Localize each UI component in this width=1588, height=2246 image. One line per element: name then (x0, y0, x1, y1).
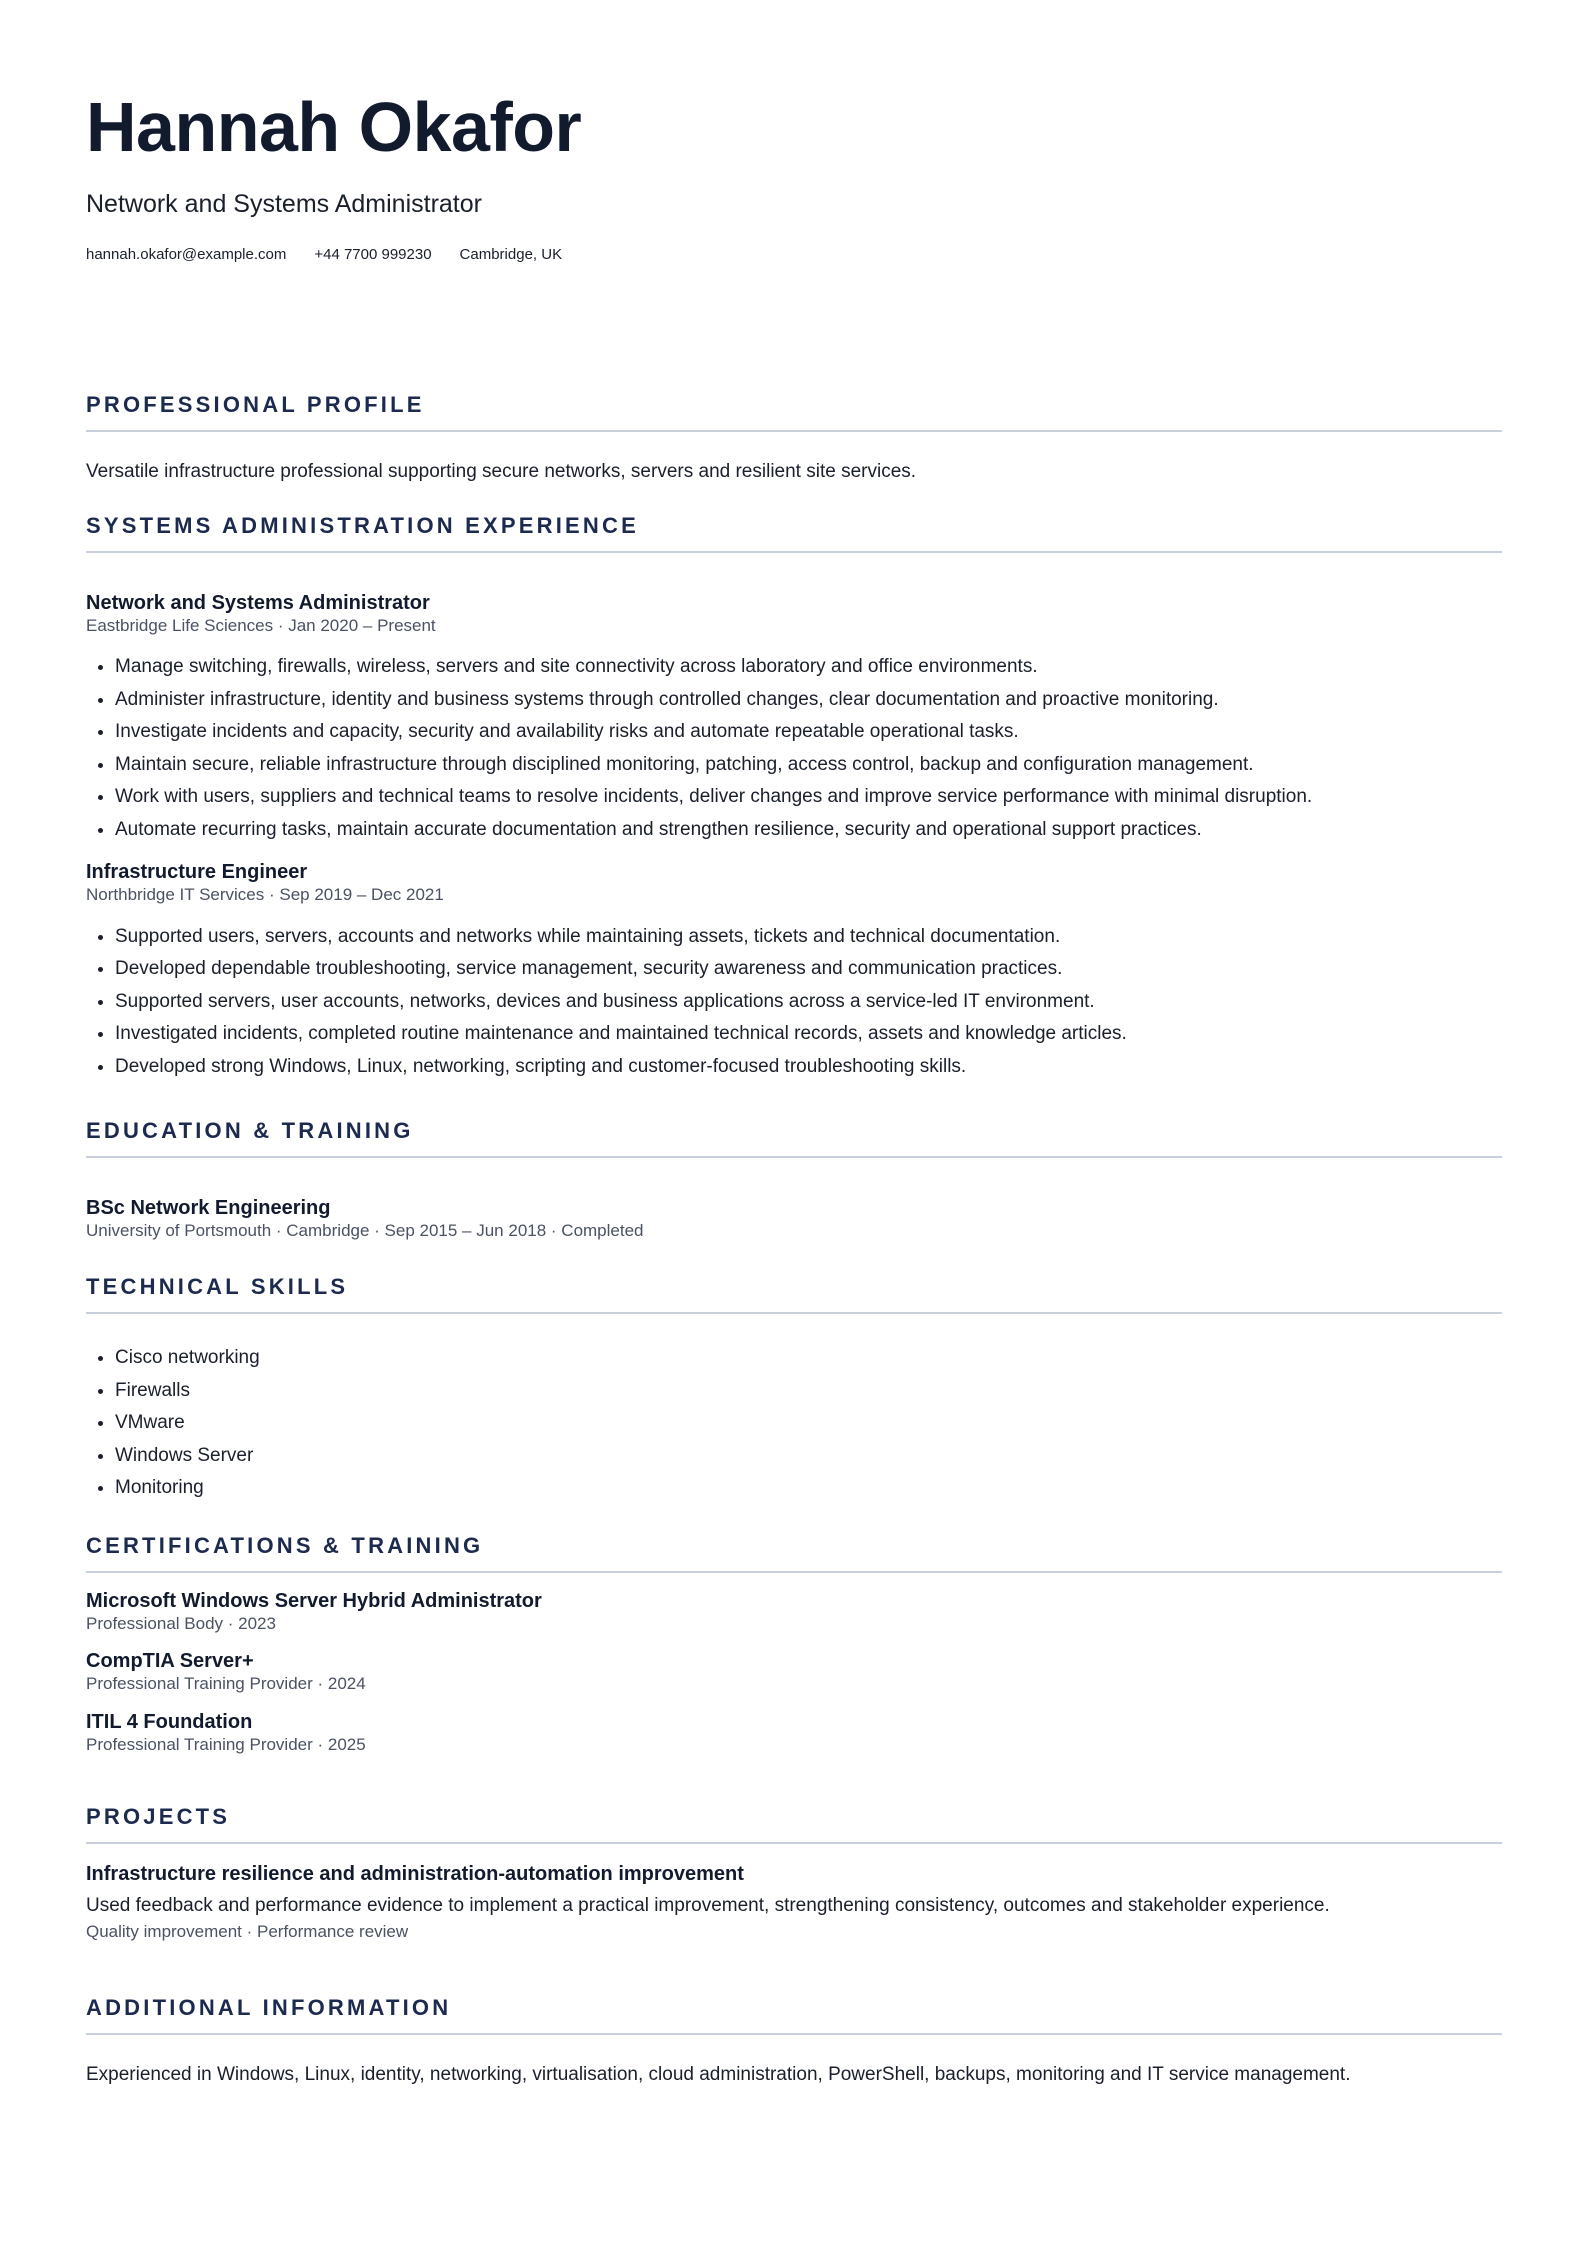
profile-text: Versatile infrastructure professional supporting secure networks, servers and resilient site services. (86, 461, 917, 483)
cert-name: Microsoft Windows Server Hybrid Administrator (86, 1590, 542, 1613)
skill-item: • Firewalls (115, 1375, 1502, 1408)
role-meta: Eastbridge Life Sciences · Jan 2020 – Present (86, 616, 436, 636)
profile-section (86, 392, 1502, 485)
role-meta: Northbridge IT Services · Sep 2019 – Dec 2021 (86, 885, 444, 905)
degree-meta: University of Portsmouth · Cambridge · Sep 2015 – Jun 2018 · Completed (86, 1221, 644, 1241)
degree-title: BSc Network Engineering (86, 1197, 331, 1220)
section-title-additional: ADDITIONAL INFORMATION (86, 1995, 1502, 2035)
role-entry (86, 860, 1502, 1083)
contact-phone[interactable]: +44 7700 999230 (314, 246, 432, 263)
role-title: Infrastructure Engineer (86, 861, 308, 884)
project-name: Infrastructure resilience and administration-automation improvement (86, 1863, 744, 1886)
cert-entry (86, 1710, 1502, 1756)
skill-item: • Windows Server (115, 1440, 1502, 1473)
additional-section (86, 1995, 1502, 2088)
projects-section (86, 1804, 1502, 1943)
list-item: • Supported users, servers, accounts and networks while maintaining assets, tickets and technical documentation. (115, 921, 1502, 954)
list-item: • Investigate incidents and capacity, security and availability risks and automate repeatable operational tasks. (115, 716, 1502, 749)
list-item: • Administer infrastructure, identity and business systems through controlled changes, clear documentation and proactive monitoring. (115, 684, 1502, 717)
education-entry (86, 1196, 1502, 1242)
cert-name: ITIL 4 Foundation (86, 1710, 253, 1733)
list-item: • Manage switching, firewalls, wireless, servers and site connectivity across laboratory and office environments. (115, 651, 1502, 684)
education-section (86, 1118, 1502, 1242)
skill-item: • Monitoring (115, 1472, 1502, 1505)
section-title-projects: PROJECTS (86, 1804, 1502, 1844)
list-item: • Automate recurring tasks, maintain accurate documentation and strengthen resilience, security and operational support practices. (115, 814, 1502, 847)
candidate-headline: Network and Systems Administrator (86, 190, 482, 218)
section-title-education: EDUCATION & TRAINING (86, 1118, 1502, 1158)
skills-section (86, 1274, 1502, 1505)
cert-meta: Professional Body · 2023 (86, 1614, 276, 1634)
list-item: • Investigated incidents, completed routine maintenance and maintained technical records, assets and knowledge articles. (115, 1018, 1502, 1051)
section-title-skills: TECHNICAL SKILLS (86, 1274, 1502, 1314)
experience-section (86, 513, 1502, 1083)
list-item: • Developed strong Windows, Linux, networking, scripting and customer-focused troubleshooting skills. (115, 1051, 1502, 1084)
candidate-name: Hannah Okafor (86, 88, 582, 166)
role-bullets (86, 651, 1502, 846)
skill-item: • Cisco networking (115, 1342, 1502, 1375)
list-item: • Supported servers, user accounts, networks, devices and business applications across a service-led IT environment. (115, 986, 1502, 1019)
cert-meta: Professional Training Provider · 2024 (86, 1674, 366, 1694)
list-item: • Work with users, suppliers and technical teams to resolve incidents, deliver changes and improve service performance with minimal disruption. (115, 781, 1502, 814)
section-title-certifications: CERTIFICATIONS & TRAINING (86, 1533, 1502, 1573)
section-title-experience: SYSTEMS ADMINISTRATION EXPERIENCE (86, 513, 1502, 553)
role-title: Network and Systems Administrator (86, 592, 430, 615)
cert-meta: Professional Training Provider · 2025 (86, 1734, 366, 1754)
certifications-list (86, 1589, 1502, 1755)
skills-list (86, 1342, 1502, 1505)
contact-line (86, 246, 562, 263)
cert-entry (86, 1649, 1502, 1695)
project-entry (86, 1862, 1502, 1943)
list-item: • Maintain secure, reliable infrastructure through disciplined monitoring, patching, access control, backup and configuration management. (115, 749, 1502, 782)
project-description: Used feedback and performance evidence to implement a practical improvement, strengthening consistency, outcomes and stakeholder experience. (86, 1895, 1330, 1917)
list-item: • Developed dependable troubleshooting, service management, security awareness and communication practices. (115, 953, 1502, 986)
additional-text: Experienced in Windows, Linux, identity, networking, virtualisation, cloud administration, PowerShell, backups, monitoring and IT service management. (86, 2064, 1351, 2086)
skill-item: • VMware (115, 1407, 1502, 1440)
role-entry (86, 591, 1502, 846)
certifications-section (86, 1533, 1502, 1770)
project-tags: Quality improvement · Performance review (86, 1922, 409, 1942)
contact-email[interactable]: hannah.okafor@example.com (86, 246, 287, 263)
section-title-profile: PROFESSIONAL PROFILE (86, 392, 1502, 432)
contact-location: Cambridge, UK (459, 246, 563, 263)
cert-name: CompTIA Server+ (86, 1650, 254, 1673)
cert-entry (86, 1589, 1502, 1635)
role-bullets (86, 921, 1502, 1084)
